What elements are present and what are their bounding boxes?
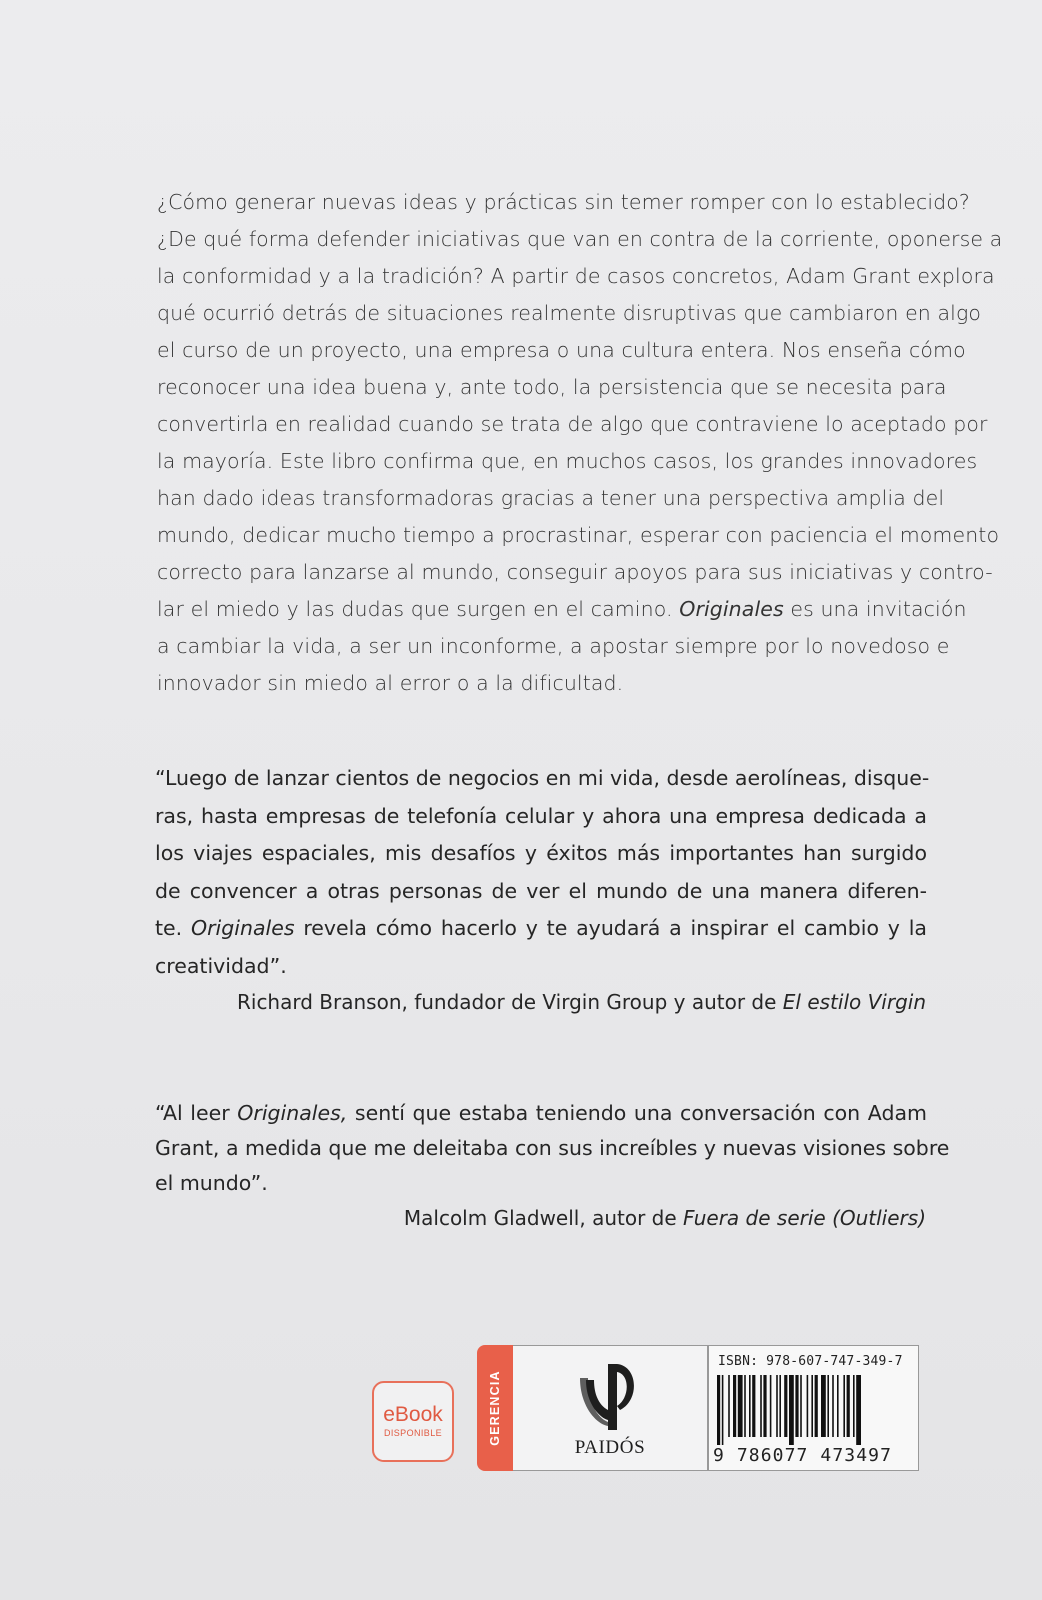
barcode-bar xyxy=(856,1375,861,1445)
ebook-label: eBook xyxy=(383,1403,443,1426)
gladwell-quote xyxy=(155,1096,950,1201)
quote-line: los viajes espaciales, mis desafíos y éxitos más importantes han surgido xyxy=(155,841,927,866)
description-line: ¿De qué forma defender iniciativas que van en contra de la corriente, oponerse a xyxy=(157,227,1003,251)
gladwell-attribution: Malcolm Gladwell, autor de Fuera de serie (Outliers) xyxy=(403,1206,926,1230)
description-line: han dado ideas transformadoras gracias a tener una perspectiva amplia del xyxy=(157,486,945,510)
barcode-bar xyxy=(795,1375,798,1437)
paidos-logo-icon xyxy=(580,1360,642,1434)
ebook-badge xyxy=(372,1381,454,1462)
barcode-bar xyxy=(733,1375,736,1437)
description-line: reconocer una idea buena y, ante todo, la persistencia que se necesita para xyxy=(157,375,947,399)
branson-attribution: Richard Branson, fundador de Virgin Group y autor de El estilo Virgin xyxy=(236,990,926,1014)
branson-quote xyxy=(155,760,930,986)
quote-line: “Al leer Originales, sentí que estaba teniendo una conversación con Adam xyxy=(155,1101,927,1125)
isbn-barcode xyxy=(708,1345,919,1471)
barcode-bar xyxy=(843,1375,845,1437)
description-line: innovador sin miedo al error o a la dificultad. xyxy=(157,671,624,695)
barcode-digits: 9 786077 473497 xyxy=(713,1445,893,1466)
barcode-bar xyxy=(776,1375,778,1437)
barcode-bar xyxy=(789,1375,794,1445)
series-label: GERENCIA xyxy=(488,1370,502,1446)
barcode-bar xyxy=(763,1375,766,1437)
book-title: Originales, xyxy=(237,1101,348,1125)
publisher-name: PAIDÓS xyxy=(574,1437,646,1458)
quote-line: de convencer a otras personas de ver el mundo de una manera diferen- xyxy=(155,878,927,903)
description-line: el curso de un proyecto, una empresa o una cultura entera. Nos enseña cómo xyxy=(157,338,966,362)
barcode-bar xyxy=(837,1375,839,1437)
book-description xyxy=(157,184,1003,702)
description-line: correcto para lanzarse al mundo, conseguir apoyos para sus iniciativas y contro- xyxy=(157,560,993,584)
quote-line: “Luego de lanzar cientos de negocios en mi vida, desde aerolíneas, disque- xyxy=(155,766,930,790)
ebook-sublabel: DISPONIBLE xyxy=(383,1428,443,1438)
description-line: qué ocurrió detrás de situaciones realmente disruptivas que cambiaron en algo xyxy=(157,301,982,325)
barcode-bar xyxy=(811,1375,813,1437)
quote-line: Grant, a medida que me deleitaba con sus increíbles y nuevas visiones sobre xyxy=(155,1136,950,1160)
quote-line: creatividad”. xyxy=(155,953,287,978)
book-title: Originales xyxy=(190,916,295,941)
publisher-logo xyxy=(513,1345,708,1471)
barcode-bar xyxy=(847,1375,850,1437)
barcode-bar xyxy=(827,1375,829,1437)
barcode-bar xyxy=(807,1375,809,1437)
barcode-bar xyxy=(744,1375,746,1437)
barcode-bar xyxy=(784,1375,787,1437)
description-line: mundo, dedicar mucho tiempo a procrastinar, esperar con paciencia el momento xyxy=(157,523,1000,547)
barcode-bar xyxy=(779,1375,781,1437)
barcode-bar xyxy=(815,1375,818,1437)
barcode-bar xyxy=(832,1375,834,1437)
barcode-bar xyxy=(853,1375,855,1437)
barcode-bar xyxy=(752,1375,755,1437)
cited-book-title: El estilo Virgin xyxy=(782,990,926,1014)
quote-line: ras, hasta empresas de telefonía celular y ahora una empresa dedicada a xyxy=(155,803,927,828)
barcode-bar xyxy=(760,1375,762,1437)
quote-line: te. Originales revela cómo hacerlo y te ayudará a inspirar el cambio y la xyxy=(155,916,927,941)
description-line: lar el miedo y las dudas que surgen en el camino. Originales es una invitación xyxy=(157,597,967,621)
barcode-bar xyxy=(770,1375,772,1437)
description-line: a cambiar la vida, a ser un inconforme, a apostar siempre por lo novedoso e xyxy=(157,634,950,658)
barcode-bar xyxy=(800,1375,802,1437)
quote-line: el mundo”. xyxy=(155,1171,268,1195)
barcode-icon xyxy=(717,1375,912,1445)
series-tab xyxy=(477,1345,513,1471)
description-line: convertirla en realidad cuando se trata de algo que contraviene lo aceptado por xyxy=(157,412,988,436)
description-line: la mayoría. Este libro confirma que, en muchos casos, los grandes innovadores xyxy=(157,449,978,473)
cited-book-title: Fuera de serie (Outliers) xyxy=(683,1206,926,1230)
barcode-bar xyxy=(749,1375,751,1437)
description-line: la conformidad y a la tradición? A partir de casos concretos, Adam Grant explora xyxy=(157,264,995,288)
barcode-bar xyxy=(728,1375,730,1437)
isbn-label: ISBN: 978-607-747-349-7 xyxy=(718,1354,903,1369)
book-title: Originales xyxy=(679,597,784,621)
barcode-bar xyxy=(717,1375,720,1445)
description-line: ¿Cómo generar nuevas ideas y prácticas sin temer romper con lo establecido? xyxy=(157,190,970,214)
barcode-bar xyxy=(821,1375,826,1437)
barcode-bar xyxy=(738,1375,743,1437)
barcode-bar xyxy=(722,1375,724,1445)
